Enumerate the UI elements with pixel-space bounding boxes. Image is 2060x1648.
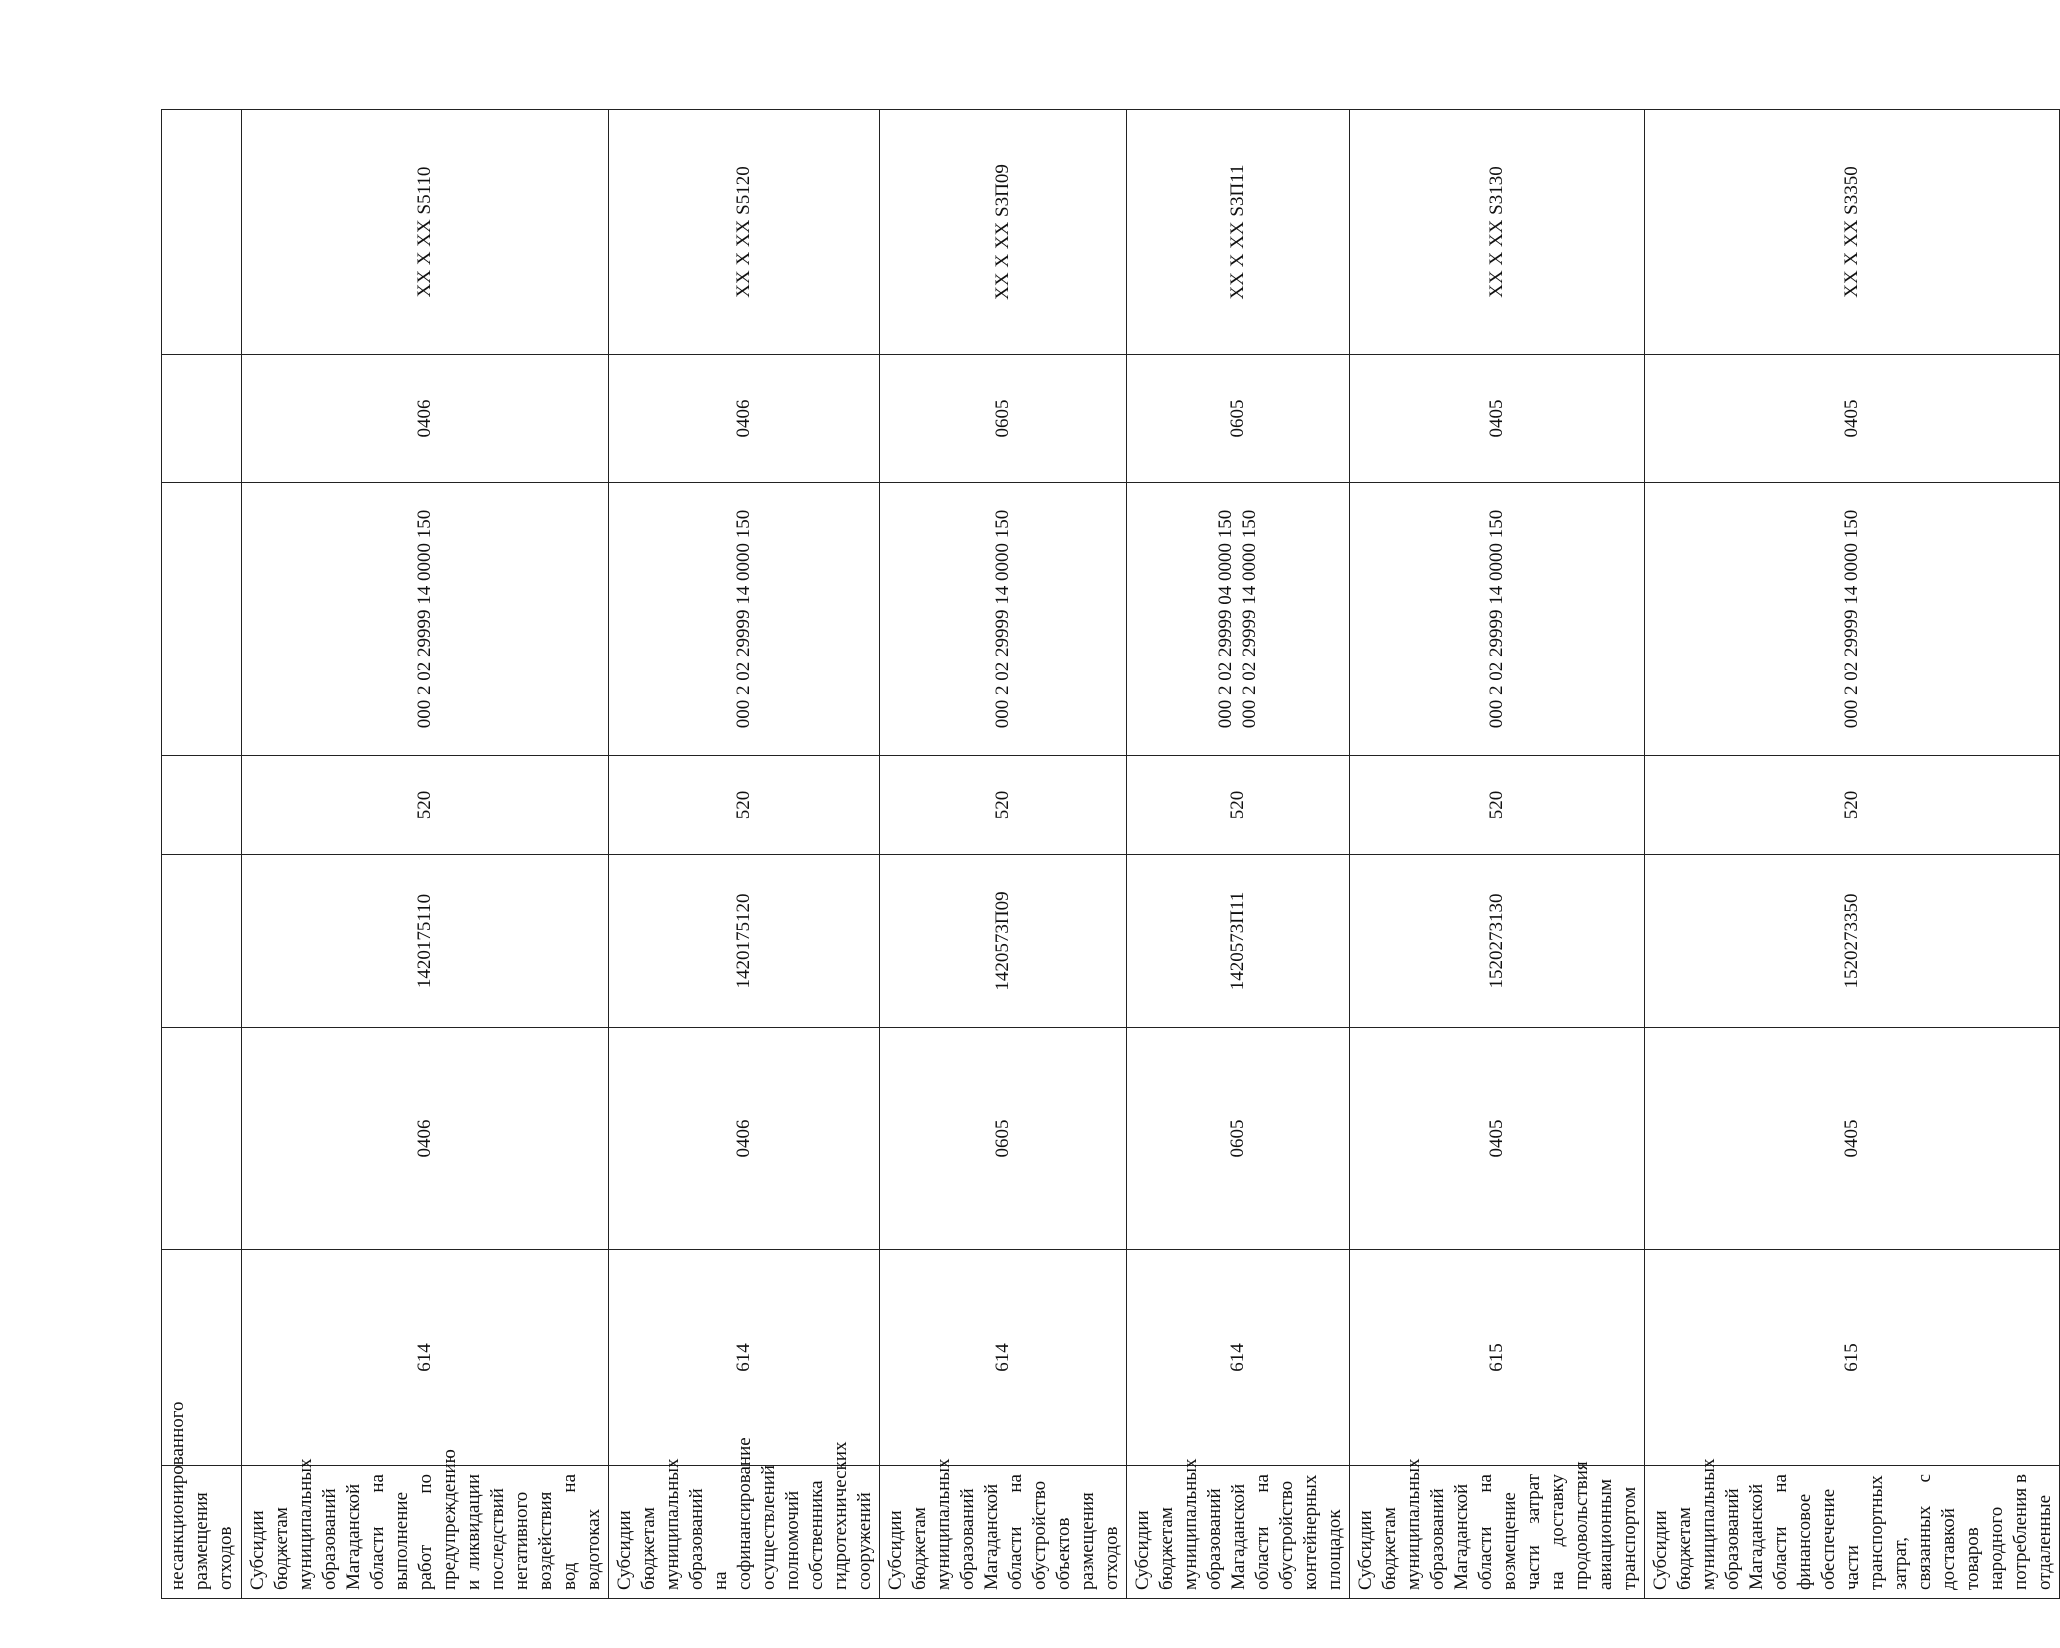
description-cell: Субсидии бюджетам муниципальных образований Магаданской области на обустройство контейнерных площадок <box>1127 1466 1350 1599</box>
admin-code-cell: 615 <box>1645 1250 2060 1466</box>
revenue-code-line: 000 2 02 29999 14 0000 150 <box>992 509 1013 729</box>
revenue-code-line: 000 2 02 29999 14 0000 150 <box>733 509 754 729</box>
revenue-code-line: 000 2 02 29999 14 0000 150 <box>1239 509 1260 729</box>
description-cell: Субсидии бюджетам муниципальных образований на софинансирование осуществлений полномочий собственника гидротехнических сооружений <box>609 1466 880 1599</box>
local-code-cell: XX X XX S3П11 <box>1127 110 1350 355</box>
section-code-cell: 0405 <box>1645 1028 2060 1250</box>
expense-type-cell: 520 <box>242 756 609 855</box>
section-code-cell: 0406 <box>609 1028 880 1250</box>
target-article-cell: 1420175110 <box>242 855 609 1028</box>
expense-type-cell: 520 <box>1350 756 1645 855</box>
table-row <box>1350 110 1645 1599</box>
local-code-cell <box>162 110 242 355</box>
target-article-cell <box>162 855 242 1028</box>
expense-type-cell: 520 <box>609 756 880 855</box>
admin-code-cell: 615 <box>1350 1250 1645 1466</box>
revenue-code-cell <box>880 483 1127 756</box>
description-cell: Субсидии бюджетам муниципальных образований Магаданской области на финансовое обеспечение части транспортных затрат, связанных с доставкой товаров народного потребления в отдаленные <box>1645 1466 2060 1599</box>
table-row <box>242 110 609 1599</box>
target-article-cell: 1420573П11 <box>1127 855 1350 1028</box>
revenue-code-line: 000 2 02 29999 14 0000 150 <box>1486 509 1507 729</box>
description-cell: Субсидии бюджетам муниципальных образований Магаданской области на выполнение работ по предупреждению и ликвидации последствий негативного воздействия вод на водотоках <box>242 1466 609 1599</box>
section-code-cell: 0405 <box>1350 1028 1645 1250</box>
section-code-cell-2: 0405 <box>1645 355 2060 483</box>
target-article-cell: 1520273130 <box>1350 855 1645 1028</box>
revenue-code-cell <box>1350 483 1645 756</box>
section-code-cell-2: 0406 <box>609 355 880 483</box>
table-row <box>1127 110 1350 1599</box>
revenue-code-cell <box>1127 483 1350 756</box>
section-code-cell-2: 0605 <box>1127 355 1350 483</box>
rotated-page <box>161 110 2055 1599</box>
revenue-code-line: 000 2 02 29999 04 0000 150 <box>1215 509 1236 729</box>
section-code-cell-2: 0405 <box>1350 355 1645 483</box>
admin-code-cell: 614 <box>609 1250 880 1466</box>
expense-type-cell <box>162 756 242 855</box>
target-article-cell: 1420175120 <box>609 855 880 1028</box>
admin-code-cell: 614 <box>880 1250 1127 1466</box>
section-code-cell: 0605 <box>880 1028 1127 1250</box>
table-body <box>162 110 2060 1599</box>
section-code-cell-2: 0605 <box>880 355 1127 483</box>
section-code-cell: 0605 <box>1127 1028 1350 1250</box>
local-code-cell: XX X XX S3П09 <box>880 110 1127 355</box>
revenue-code-cell <box>609 483 880 756</box>
table-row <box>162 110 242 1599</box>
revenue-code-line: 000 2 02 29999 14 0000 150 <box>414 509 435 729</box>
table-row <box>1645 110 2060 1599</box>
local-code-cell: XX X XX S5110 <box>242 110 609 355</box>
table-row <box>880 110 1127 1599</box>
description-cell: несанкционированного размещения отходов <box>162 1466 242 1599</box>
local-code-cell: XX X XX S5120 <box>609 110 880 355</box>
description-cell: Субсидии бюджетам муниципальных образований Магаданской области на возмещение части затрат на доставку продовольствия авиационным транспортом <box>1350 1466 1645 1599</box>
revenue-code-cell <box>162 483 242 756</box>
revenue-code-cell <box>1645 483 2060 756</box>
section-code-cell-2: 0406 <box>242 355 609 483</box>
revenue-code-line: 000 2 02 29999 14 0000 150 <box>1841 509 1862 729</box>
description-cell: Субсидии бюджетам муниципальных образований Магаданской области на обустройство объектов размещения отходов <box>880 1466 1127 1599</box>
section-code-cell <box>162 1028 242 1250</box>
local-code-cell: XX X XX S3130 <box>1350 110 1645 355</box>
expense-type-cell: 520 <box>880 756 1127 855</box>
target-article-cell: 1420573П09 <box>880 855 1127 1028</box>
table-row <box>609 110 880 1599</box>
section-code-cell: 0406 <box>242 1028 609 1250</box>
target-article-cell: 1520273350 <box>1645 855 2060 1028</box>
section-code-cell-2 <box>162 355 242 483</box>
expense-type-cell: 520 <box>1645 756 2060 855</box>
admin-code-cell: 614 <box>1127 1250 1350 1466</box>
admin-code-cell: 614 <box>242 1250 609 1466</box>
expense-type-cell: 520 <box>1127 756 1350 855</box>
local-code-cell: XX X XX S3350 <box>1645 110 2060 355</box>
revenue-code-cell <box>242 483 609 756</box>
budget-codes-table <box>161 109 2060 1599</box>
